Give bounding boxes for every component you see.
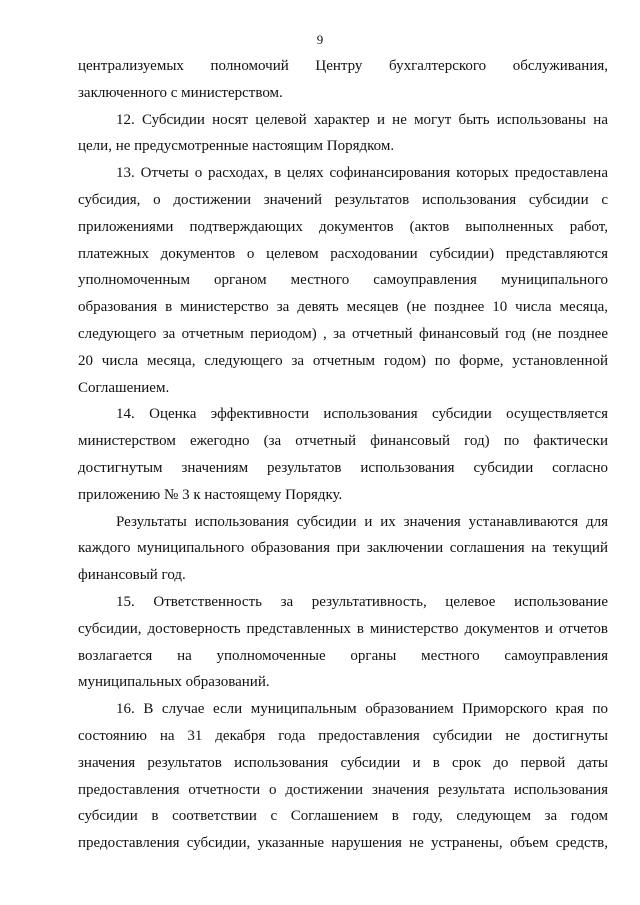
text-line: централизуемых полномочий Центру бухгалтерского обслуживания, xyxy=(78,58,608,74)
text-line: цели, не предусмотренные настоящим Порядком. xyxy=(78,138,395,155)
text-line: 13. Отчеты о расходах, в целях софинансирования которых предоставлена xyxy=(116,165,608,182)
text-line: субсидии в соответствии с Соглашением в году, следующем за годом xyxy=(78,808,608,825)
text-line: достигнутым значениям результатов использования субсидии согласно xyxy=(78,459,608,476)
text-line: Соглашением. xyxy=(78,379,170,396)
text-line: заключенного с министерством. xyxy=(78,84,283,101)
text-line: приложению № 3 к настоящему Порядку. xyxy=(78,486,343,503)
text-line: платежных документов о целевом расходовании субсидии) представляются xyxy=(78,245,608,262)
text-line: предоставления отчетности о достижении значения результата использования xyxy=(78,781,608,798)
text-line: министерством ежегодно (за отчетный финансовый год) по фактически xyxy=(78,433,608,450)
text-line: приложениями подтверждающих документов (актов выполненных работ, xyxy=(78,218,608,235)
text-line: уполномоченным органом местного самоуправления муниципального xyxy=(78,272,608,289)
text-line: состоянию на 31 декабря года предоставления субсидии не достигнуты xyxy=(78,727,608,744)
text-line: субсидия, о достижении значений результатов использования субсидии с xyxy=(78,191,608,208)
text-line: 15. Ответственность за результативность, целевое использование xyxy=(116,593,608,610)
document-body xyxy=(78,53,608,857)
text-line: каждого муниципального образования при заключении соглашения на текущий xyxy=(78,540,608,557)
text-line: субсидии, достоверность представленных в министерство документов и отчетов xyxy=(78,620,608,637)
text-line: 12. Субсидии носят целевой характер и не могут быть использованы на xyxy=(116,111,608,128)
text-line: значения результатов использования субсидии и в срок до первой даты xyxy=(78,754,608,771)
text-line: Результаты использования субсидии и их значения устанавливаются для xyxy=(116,513,608,530)
text-line: муниципальных образований. xyxy=(78,674,270,691)
text-line: возлагается на уполномоченные органы местного самоуправления xyxy=(78,647,608,664)
text-line: финансовый год. xyxy=(78,567,186,584)
text-line: образования в министерство за девять месяцев (не позднее 10 числа месяца, xyxy=(78,299,608,316)
text-line: предоставления субсидии, указанные нарушения не устранены, объем средств, xyxy=(78,835,608,852)
text-line: следующего за отчетным периодом) , за отчетный финансовый год (не позднее xyxy=(78,325,608,342)
text-line: 14. Оценка эффективности использования субсидии осуществляется xyxy=(116,406,608,423)
text-line: 16. В случае если муниципальным образованием Приморского края по xyxy=(116,701,608,718)
page-number: 9 xyxy=(316,32,324,47)
text-line: 20 числа месяца, следующего за отчетным годом) по форме, установленной xyxy=(78,352,608,369)
